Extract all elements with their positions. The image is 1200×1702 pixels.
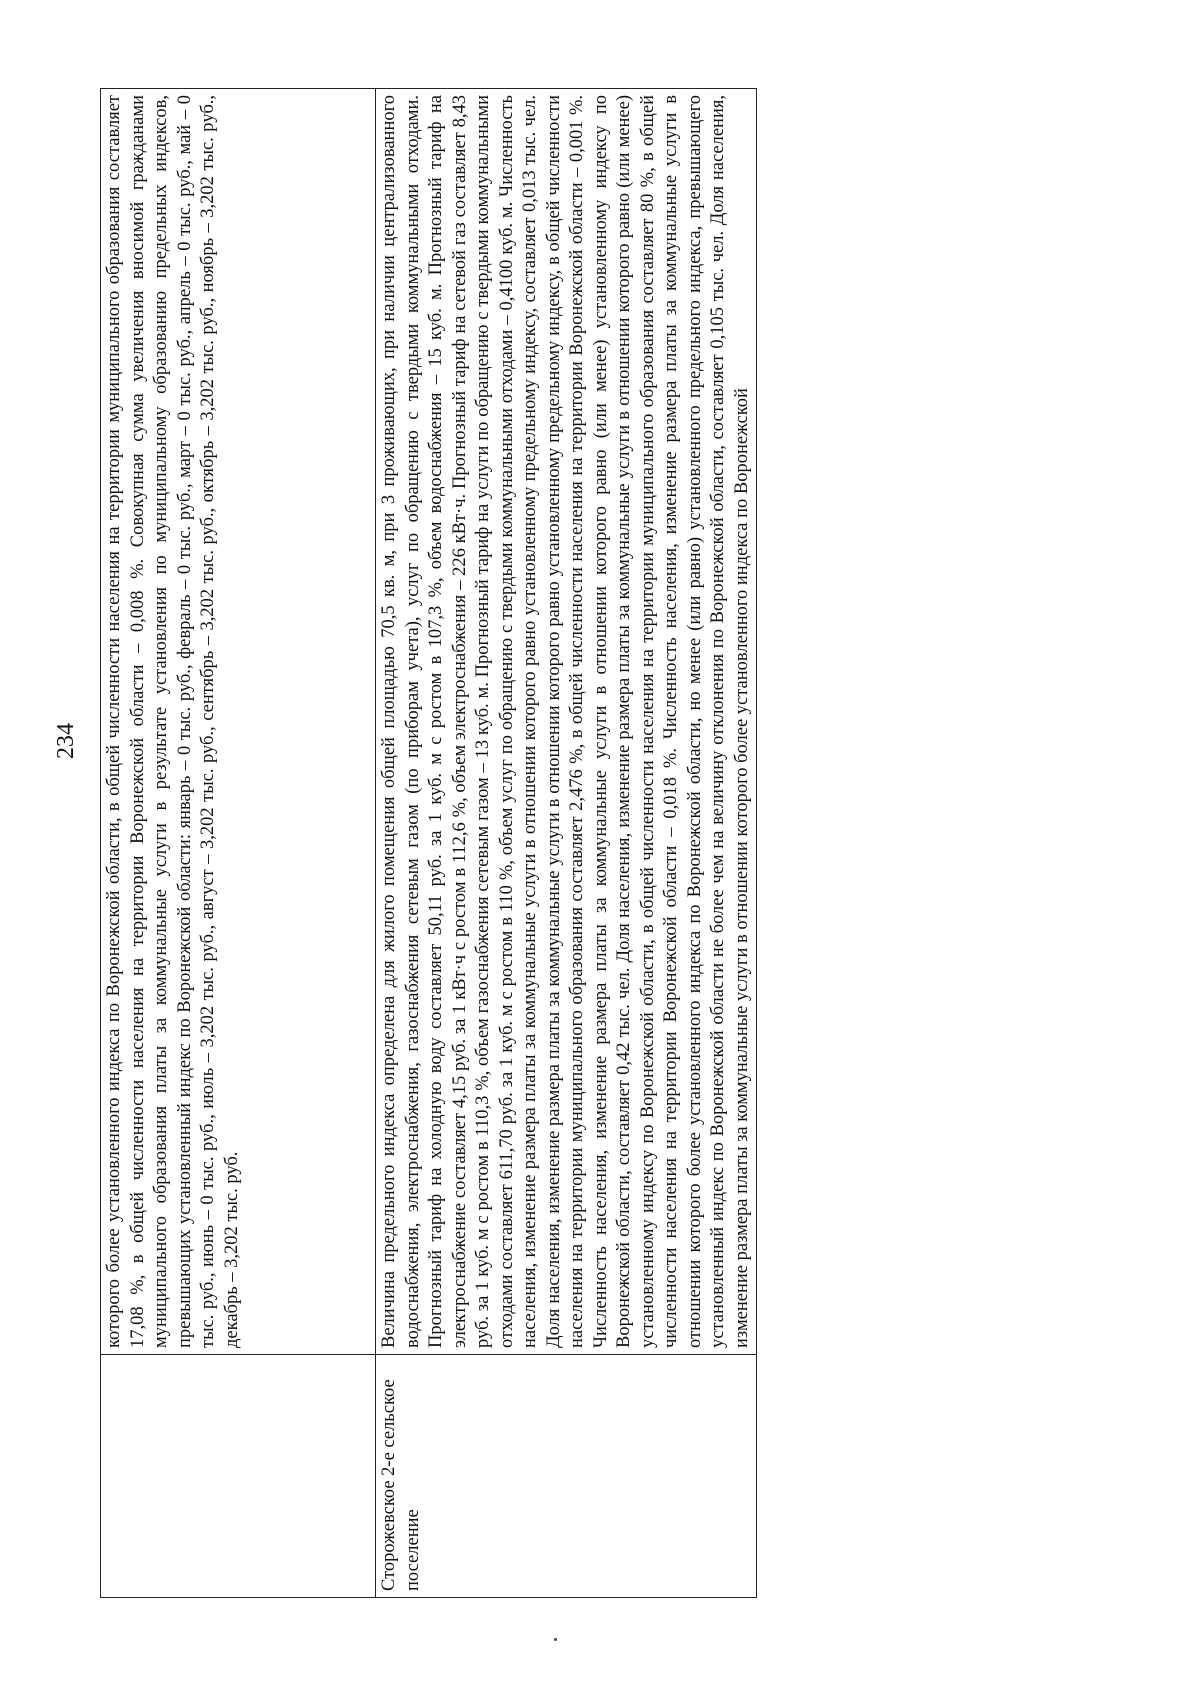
scan-speck bbox=[554, 1638, 557, 1641]
description-cell: которого более установленного индекса по Воронежской области, в общей численности населения на территории муниципального образования составляет 17,08 %, в общей численности населения на территории Воронежской области – 0,008 %. Совокупная сумма увеличения вносимой гражданами муниципального образования платы за коммунальные услуги в результате установления по муниципальному образованию предельных индексов, превышающих установленный индекс по Воронежской области: январь – 0 тыс. руб., февраль – 0 тыс. руб., март – 0 тыс. руб., апрель – 0 тыс. руб., май – 0 тыс. руб., июнь – 0 тыс. руб., июль – 3,202 тыс. руб., август – 3,202 тыс. руб., сентябрь – 3,202 тыс. руб., октябрь – 3,202 тыс. руб., ноябрь – 3,202 тыс. руб., декабрь – 3,202 тыс. руб. bbox=[101, 89, 376, 1355]
rotated-page-content bbox=[100, 88, 1080, 1598]
data-table bbox=[100, 88, 757, 1598]
table-row bbox=[101, 89, 376, 1598]
municipality-name-cell bbox=[101, 1355, 376, 1598]
page-number: 234 bbox=[53, 723, 79, 759]
table-row bbox=[376, 89, 757, 1598]
municipality-name-cell: Сторожевское 2-е сельское поселение bbox=[376, 1355, 757, 1598]
description-cell: Величина предельного индекса определена для жилого помещения общей площадью 70,5 кв. м, при 3 проживающих, при наличии централизованного водоснабжения, электроснабжения, газоснабжения сетевым газом (по приборам учета), услуг по обращению с твердыми коммунальными отходами. Прогнозный тариф на холодную воду составляет 50,11 руб. за 1 куб. м с ростом в 107,3 %, объем водоснабжения – 15 куб. м. Прогнозный тариф на электроснабжение составляет 4,15 руб. за 1 кВт·ч с ростом в 112,6 %, объем электроснабжения – 226 кВт·ч. Прогнозный тариф на сетевой газ составляет 8,43 руб. за 1 куб. м с ростом в 110,3 %, объем газоснабжения сетевым газом – 13 куб. м. Прогнозный тариф на услуги по обращению с твердыми коммунальными отходами составляет 611,70 руб. за 1 куб. м с ростом в 110 %, объем услуг по обращению с твердыми коммунальными отходами – 0,4100 куб. м. Численность населения, изменение размера платы за коммунальные услуги в отношении которого равно установленному предельному индексу, составляет 0,013 тыс. чел. Доля населения, изменение размера платы за коммунальные услуги в отношении которого равно установленному предельному индексу, в общей численности населения на территории муниципального образования составляет 2,476 %, в общей численности населения на территории Воронежской области – 0,001 %. Численность населения, изменение размера платы за коммунальные услуги в отношении которого равно (или менее) установленному индексу по Воронежской области, составляет 0,42 тыс. чел. Доля населения, изменение размера платы за коммунальные услуги в отношении которого равно (или менее) установленному индексу по Воронежской области, в общей численности населения на территории муниципального образования составляет 80 %, в общей численности населения на территории Воронежской области – 0,018 %. Численность населения, изменение размера платы за коммунальные услуги в отношении которого более установленного индекса по Воронежской области, но менее (или равно) установленного предельного индекса, превышающего установленный индекс по Воронежской области не более чем на величину отклонения по Воронежской области, составляет 0,105 тыс. чел. Доля населения, изменение размера платы за коммунальные услуги в отношении которого более установленного индекса по Воронежской bbox=[376, 89, 757, 1355]
